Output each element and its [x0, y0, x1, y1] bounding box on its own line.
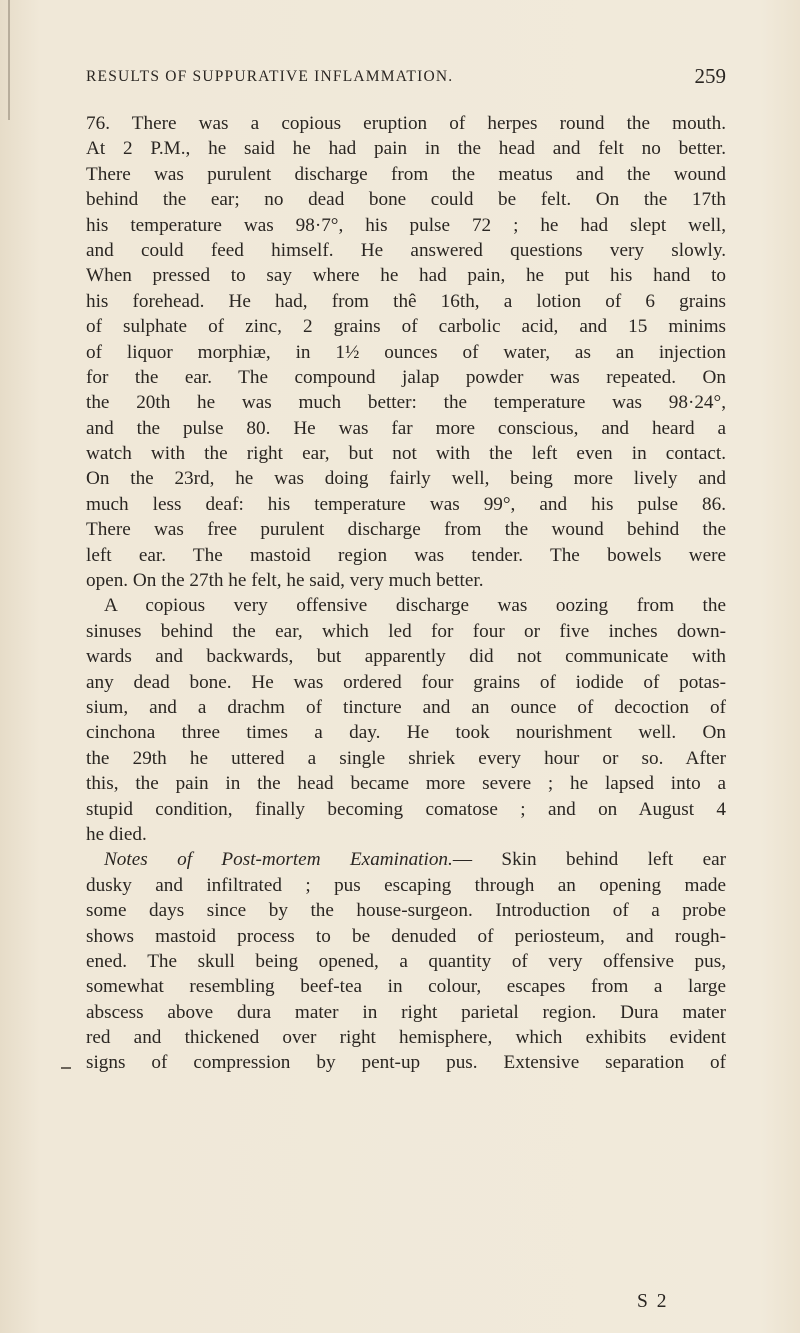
- text-line: the 29th he uttered a single shriek every hour or so. After: [86, 747, 726, 769]
- text-line: much less deaf: his temperature was 99°, and his pulse 86.: [86, 493, 726, 515]
- text-line: of liquor morphiæ, in 1½ ounces of water, as an injection: [86, 341, 726, 363]
- text-line: watch with the right ear, but not with the left even in contact.: [86, 443, 726, 465]
- text-line: somewhat resembling beef-tea in colour, escapes from a large: [86, 976, 726, 998]
- text-line: sinuses behind the ear, which led for four or five inches down-: [86, 620, 726, 642]
- signature-mark: S 2: [637, 1291, 669, 1312]
- text-line: open. On the 27th he felt, he said, very much better.: [86, 570, 484, 592]
- text-line: the 20th he was much better: the temperature was 98·24°,: [86, 392, 726, 414]
- text-line: signs of compression by pent-up pus. Extensive separation of: [86, 1052, 726, 1074]
- text-line: behind the ear; no dead bone could be felt. On the 17th: [86, 189, 726, 211]
- text-line: red and thickened over right hemisphere, which exhibits evident: [86, 1027, 726, 1049]
- text-line: of sulphate of zinc, 2 grains of carbolic acid, and 15 minims: [86, 316, 726, 338]
- text-line: stupid condition, finally becoming comatose ; and on August 4: [86, 798, 726, 820]
- running-head: RESULTS OF SUPPURATIVE INFLAMMATION.: [86, 68, 454, 85]
- text-line: this, the pain in the head became more severe ; he lapsed into a: [86, 773, 726, 795]
- text-line: A copious very offensive discharge was oozing from the: [104, 595, 726, 617]
- text-line: When pressed to say where he had pain, he put his hand to: [86, 265, 726, 287]
- page-number: 259: [694, 64, 726, 88]
- text-line: and could feed himself. He answered questions very slowly.: [86, 239, 726, 261]
- text-line: abscess above dura mater in right parietal region. Dura mater: [86, 1001, 726, 1023]
- text-line: for the ear. The compound jalap powder was repeated. On: [86, 366, 726, 388]
- text-line: wards and backwards, but apparently did not communicate with: [86, 646, 726, 668]
- text-line: he died.: [86, 823, 147, 845]
- text-line: sium, and a drachm of tincture and an ounce of decoction of: [86, 696, 726, 718]
- text-line: cinchona three times a day. He took nourishment well. On: [86, 722, 726, 744]
- page-edge-line: [8, 0, 10, 120]
- body-text: [86, 111, 726, 1076]
- margin-mark: [61, 1067, 71, 1069]
- text-line: ened. The skull being opened, a quantity of very offensive pus,: [86, 950, 726, 972]
- text-line: At 2 P.M., he said he had pain in the head and felt no better.: [86, 138, 726, 160]
- text-line: dusky and infiltrated ; pus escaping through an opening made: [86, 874, 726, 896]
- text-line: 76. There was a copious eruption of herpes round the mouth.: [86, 113, 726, 134]
- text-line: There was purulent discharge from the meatus and the wound: [86, 163, 726, 185]
- text-line: On the 23rd, he was doing fairly well, being more lively and: [86, 468, 726, 490]
- text-line: Notes of Post-mortem Examination.— Skin behind left ear: [104, 849, 726, 871]
- text-line: There was free purulent discharge from the wound behind the: [86, 519, 726, 541]
- text-line: and the pulse 80. He was far more conscious, and heard a: [86, 417, 726, 439]
- text-line: any dead bone. He was ordered four grains of iodide of potas-: [86, 671, 726, 693]
- text-line: left ear. The mastoid region was tender. The bowels were: [86, 544, 726, 566]
- text-line: his temperature was 98·7°, his pulse 72 ; he had slept well,: [86, 214, 726, 236]
- text-line: his forehead. He had, from thê 16th, a lotion of 6 grains: [86, 290, 726, 312]
- text-line: some days since by the house-surgeon. Introduction of a probe: [86, 900, 726, 922]
- page-header: [86, 64, 726, 94]
- text-line: shows mastoid process to be denuded of periosteum, and rough-: [86, 925, 726, 947]
